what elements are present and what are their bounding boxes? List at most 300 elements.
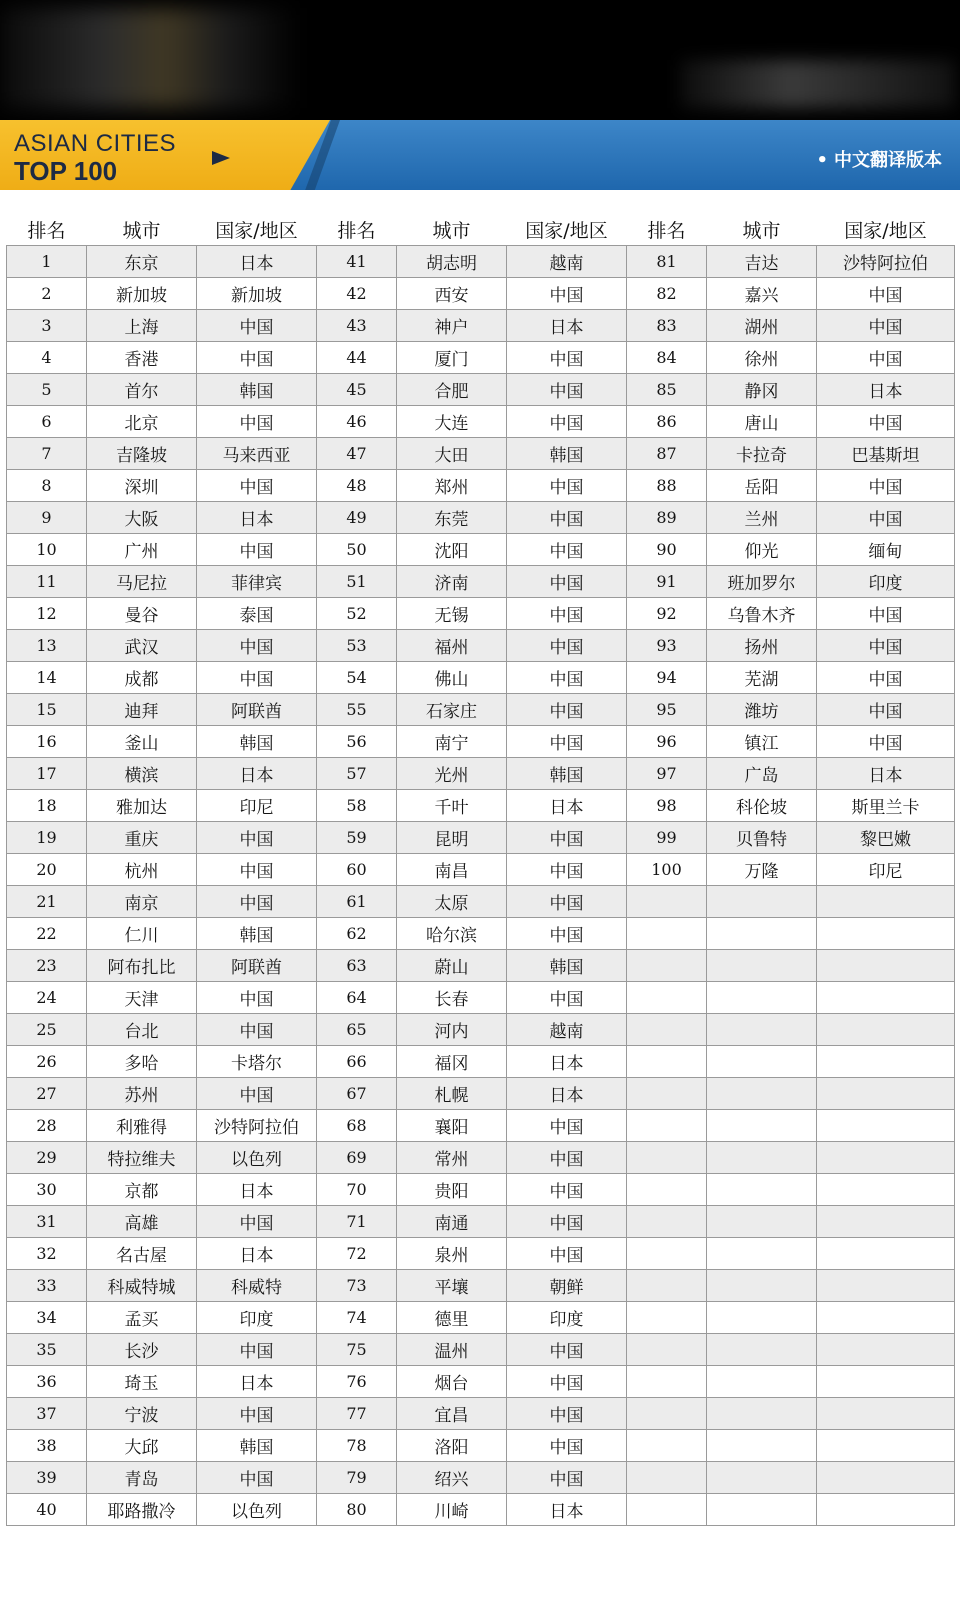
country-cell: 日本 — [197, 1174, 317, 1206]
city-cell: 平壤 — [397, 1270, 507, 1302]
country-cell: 中国 — [507, 630, 627, 662]
country-cell — [817, 1430, 955, 1462]
country-cell — [817, 1270, 955, 1302]
city-cell: 长沙 — [87, 1334, 197, 1366]
city-cell: 科伦坡 — [707, 790, 817, 822]
country-cell: 印度 — [507, 1302, 627, 1334]
city-cell: 石家庄 — [397, 694, 507, 726]
city-cell: 马尼拉 — [87, 566, 197, 598]
rank-cell: 39 — [7, 1462, 87, 1494]
rank-cell: 90 — [627, 534, 707, 566]
table-row — [7, 278, 955, 310]
rank-cell: 68 — [317, 1110, 397, 1142]
country-cell — [817, 950, 955, 982]
country-cell: 中国 — [507, 694, 627, 726]
city-cell — [707, 1238, 817, 1270]
city-cell: 绍兴 — [397, 1462, 507, 1494]
rank-cell: 53 — [317, 630, 397, 662]
country-cell: 中国 — [507, 1206, 627, 1238]
table-row — [7, 502, 955, 534]
country-cell — [817, 1078, 955, 1110]
country-cell: 中国 — [507, 598, 627, 630]
city-cell: 上海 — [87, 310, 197, 342]
city-cell: 宁波 — [87, 1398, 197, 1430]
table-row — [7, 1462, 955, 1494]
chinese-version-text: 中文翻译版本 — [834, 150, 942, 171]
city-cell: 南宁 — [397, 726, 507, 758]
rank-cell: 21 — [7, 886, 87, 918]
rank-cell: 42 — [317, 278, 397, 310]
city-cell: 乌鲁木齐 — [707, 598, 817, 630]
country-cell: 韩国 — [507, 950, 627, 982]
rank-cell — [627, 982, 707, 1014]
table-row — [7, 1334, 955, 1366]
city-cell: 南昌 — [397, 854, 507, 886]
city-cell: 长春 — [397, 982, 507, 1014]
city-cell: 徐州 — [707, 342, 817, 374]
rank-cell — [627, 886, 707, 918]
city-cell: 南京 — [87, 886, 197, 918]
city-cell: 太原 — [397, 886, 507, 918]
country-cell: 菲律宾 — [197, 566, 317, 598]
table-row — [7, 1270, 955, 1302]
rank-cell: 35 — [7, 1334, 87, 1366]
country-cell — [817, 1142, 955, 1174]
rank-cell: 50 — [317, 534, 397, 566]
city-cell: 蔚山 — [397, 950, 507, 982]
country-cell: 中国 — [197, 854, 317, 886]
country-cell: 中国 — [817, 598, 955, 630]
country-cell: 缅甸 — [817, 534, 955, 566]
country-cell: 中国 — [507, 854, 627, 886]
rank-cell: 65 — [317, 1014, 397, 1046]
city-cell: 福州 — [397, 630, 507, 662]
rank-cell: 94 — [627, 662, 707, 694]
city-cell: 武汉 — [87, 630, 197, 662]
country-cell — [817, 1302, 955, 1334]
country-cell: 以色列 — [197, 1142, 317, 1174]
city-cell — [707, 1110, 817, 1142]
city-cell: 西安 — [397, 278, 507, 310]
table-row — [7, 1366, 955, 1398]
rank-cell: 19 — [7, 822, 87, 854]
country-cell — [817, 1462, 955, 1494]
country-cell: 日本 — [507, 310, 627, 342]
city-cell — [707, 1430, 817, 1462]
country-cell: 中国 — [197, 534, 317, 566]
country-cell: 日本 — [197, 246, 317, 278]
city-cell: 吉隆坡 — [87, 438, 197, 470]
city-cell: 河内 — [397, 1014, 507, 1046]
city-cell — [707, 1334, 817, 1366]
country-cell: 日本 — [197, 1366, 317, 1398]
city-cell: 兰州 — [707, 502, 817, 534]
city-cell: 厦门 — [397, 342, 507, 374]
city-cell — [707, 1398, 817, 1430]
blurred-caption-area — [680, 60, 955, 108]
city-cell: 唐山 — [707, 406, 817, 438]
table-row — [7, 1174, 955, 1206]
city-cell: 横滨 — [87, 758, 197, 790]
column-header: 排名 — [27, 219, 66, 242]
city-cell: 首尔 — [87, 374, 197, 406]
city-cell — [707, 950, 817, 982]
rank-cell: 84 — [627, 342, 707, 374]
country-cell: 中国 — [197, 1462, 317, 1494]
city-cell — [707, 1494, 817, 1526]
column-header: 国家/地区 — [215, 219, 298, 242]
city-cell: 科威特城 — [87, 1270, 197, 1302]
blurred-logo-area — [0, 8, 300, 108]
country-cell: 阿联酋 — [197, 694, 317, 726]
country-cell: 越南 — [507, 246, 627, 278]
table-row — [7, 1494, 955, 1526]
country-cell: 中国 — [197, 1014, 317, 1046]
table-row — [7, 662, 955, 694]
country-cell: 中国 — [507, 1238, 627, 1270]
country-cell: 朝鲜 — [507, 1270, 627, 1302]
country-cell: 中国 — [197, 982, 317, 1014]
country-cell: 中国 — [507, 918, 627, 950]
rank-cell: 12 — [7, 598, 87, 630]
city-cell: 湖州 — [707, 310, 817, 342]
city-cell: 广岛 — [707, 758, 817, 790]
country-cell — [817, 1174, 955, 1206]
rank-cell: 64 — [317, 982, 397, 1014]
top-black-bar — [0, 0, 960, 120]
rank-cell: 51 — [317, 566, 397, 598]
city-cell: 佛山 — [397, 662, 507, 694]
country-cell: 韩国 — [197, 726, 317, 758]
country-cell: 中国 — [197, 1334, 317, 1366]
country-cell: 中国 — [817, 342, 955, 374]
country-cell: 沙特阿拉伯 — [817, 246, 955, 278]
country-cell — [817, 1494, 955, 1526]
city-cell: 扬州 — [707, 630, 817, 662]
country-cell — [817, 1238, 955, 1270]
country-cell: 中国 — [197, 470, 317, 502]
country-cell: 韩国 — [507, 758, 627, 790]
city-cell — [707, 982, 817, 1014]
city-cell — [707, 1270, 817, 1302]
country-cell: 日本 — [507, 790, 627, 822]
city-cell: 昆明 — [397, 822, 507, 854]
table-row — [7, 1238, 955, 1270]
rank-cell: 27 — [7, 1078, 87, 1110]
rank-cell — [627, 1078, 707, 1110]
city-cell: 潍坊 — [707, 694, 817, 726]
rank-cell: 71 — [317, 1206, 397, 1238]
country-cell: 韩国 — [507, 438, 627, 470]
country-cell: 越南 — [507, 1014, 627, 1046]
rank-cell: 43 — [317, 310, 397, 342]
city-cell: 耶路撒冷 — [87, 1494, 197, 1526]
rank-cell: 28 — [7, 1110, 87, 1142]
rank-cell: 92 — [627, 598, 707, 630]
city-cell: 特拉维夫 — [87, 1142, 197, 1174]
city-cell: 天津 — [87, 982, 197, 1014]
country-cell: 印度 — [197, 1302, 317, 1334]
country-cell: 中国 — [817, 630, 955, 662]
country-cell — [817, 1014, 955, 1046]
chinese-version-label — [816, 146, 942, 172]
rank-cell: 46 — [317, 406, 397, 438]
city-cell: 大田 — [397, 438, 507, 470]
country-cell: 中国 — [817, 470, 955, 502]
country-cell: 中国 — [507, 1142, 627, 1174]
rank-cell: 69 — [317, 1142, 397, 1174]
country-cell: 泰国 — [197, 598, 317, 630]
city-cell: 宜昌 — [397, 1398, 507, 1430]
city-cell: 吉达 — [707, 246, 817, 278]
city-cell: 合肥 — [397, 374, 507, 406]
city-cell: 札幌 — [397, 1078, 507, 1110]
rank-cell — [627, 1142, 707, 1174]
country-cell: 中国 — [507, 502, 627, 534]
country-cell: 韩国 — [197, 1430, 317, 1462]
country-cell: 中国 — [197, 1206, 317, 1238]
city-cell: 曼谷 — [87, 598, 197, 630]
rank-cell — [627, 1046, 707, 1078]
table-row — [7, 1078, 955, 1110]
rank-cell: 16 — [7, 726, 87, 758]
city-cell — [707, 1078, 817, 1110]
rank-cell: 86 — [627, 406, 707, 438]
country-cell: 新加坡 — [197, 278, 317, 310]
city-cell: 北京 — [87, 406, 197, 438]
city-cell: 深圳 — [87, 470, 197, 502]
table-row — [7, 1046, 955, 1078]
table-row — [7, 758, 955, 790]
rank-cell: 74 — [317, 1302, 397, 1334]
city-cell: 釜山 — [87, 726, 197, 758]
country-cell: 中国 — [817, 406, 955, 438]
rank-cell — [627, 1366, 707, 1398]
country-cell: 黎巴嫩 — [817, 822, 955, 854]
city-cell: 胡志明 — [397, 246, 507, 278]
rank-cell: 32 — [7, 1238, 87, 1270]
rank-cell — [627, 1302, 707, 1334]
rank-cell: 78 — [317, 1430, 397, 1462]
city-cell: 孟买 — [87, 1302, 197, 1334]
country-cell: 中国 — [507, 406, 627, 438]
country-cell: 中国 — [507, 822, 627, 854]
rank-cell: 3 — [7, 310, 87, 342]
rank-cell: 25 — [7, 1014, 87, 1046]
table-row — [7, 1142, 955, 1174]
column-header: 城市 — [432, 219, 471, 242]
rank-cell: 58 — [317, 790, 397, 822]
country-cell: 中国 — [507, 726, 627, 758]
rank-cell: 100 — [627, 854, 707, 886]
country-cell: 中国 — [507, 534, 627, 566]
city-cell: 岳阳 — [707, 470, 817, 502]
city-cell: 镇江 — [707, 726, 817, 758]
rank-cell: 15 — [7, 694, 87, 726]
city-cell: 京都 — [87, 1174, 197, 1206]
city-cell: 沈阳 — [397, 534, 507, 566]
rank-cell: 77 — [317, 1398, 397, 1430]
table-row — [7, 822, 955, 854]
rank-cell — [627, 1110, 707, 1142]
city-cell: 泉州 — [397, 1238, 507, 1270]
country-cell: 日本 — [507, 1046, 627, 1078]
city-cell — [707, 918, 817, 950]
city-cell: 襄阳 — [397, 1110, 507, 1142]
country-cell: 日本 — [817, 758, 955, 790]
rank-cell — [627, 1206, 707, 1238]
city-cell: 福冈 — [397, 1046, 507, 1078]
rank-cell: 40 — [7, 1494, 87, 1526]
ranking-table — [6, 213, 955, 1526]
table-row — [7, 246, 955, 278]
rank-cell: 10 — [7, 534, 87, 566]
rank-cell: 80 — [317, 1494, 397, 1526]
country-cell: 韩国 — [197, 918, 317, 950]
bullet-icon: • — [816, 150, 828, 171]
country-cell: 斯里兰卡 — [817, 790, 955, 822]
rank-cell: 91 — [627, 566, 707, 598]
rank-cell: 67 — [317, 1078, 397, 1110]
country-cell: 中国 — [507, 374, 627, 406]
rank-cell: 22 — [7, 918, 87, 950]
country-cell — [817, 1110, 955, 1142]
rank-cell: 76 — [317, 1366, 397, 1398]
table-row — [7, 790, 955, 822]
table-row — [7, 310, 955, 342]
table-row — [7, 470, 955, 502]
country-cell: 巴基斯坦 — [817, 438, 955, 470]
rank-cell: 59 — [317, 822, 397, 854]
country-cell: 中国 — [197, 406, 317, 438]
country-cell — [817, 1334, 955, 1366]
rank-cell: 13 — [7, 630, 87, 662]
country-cell: 日本 — [197, 502, 317, 534]
rank-cell: 9 — [7, 502, 87, 534]
country-cell: 中国 — [507, 1174, 627, 1206]
rank-cell: 55 — [317, 694, 397, 726]
country-cell: 中国 — [507, 1110, 627, 1142]
city-cell: 青岛 — [87, 1462, 197, 1494]
city-cell — [707, 1302, 817, 1334]
table-row — [7, 598, 955, 630]
city-cell: 利雅得 — [87, 1110, 197, 1142]
country-cell: 中国 — [507, 1462, 627, 1494]
city-cell: 成都 — [87, 662, 197, 694]
table-row — [7, 534, 955, 566]
city-cell: 高雄 — [87, 1206, 197, 1238]
rank-cell: 37 — [7, 1398, 87, 1430]
table-row — [7, 342, 955, 374]
country-cell: 中国 — [507, 1430, 627, 1462]
table-row — [7, 886, 955, 918]
city-cell: 南通 — [397, 1206, 507, 1238]
rank-cell: 7 — [7, 438, 87, 470]
country-cell: 中国 — [507, 886, 627, 918]
column-header: 国家/地区 — [844, 219, 927, 242]
country-cell: 中国 — [507, 1366, 627, 1398]
country-cell: 中国 — [197, 342, 317, 374]
country-cell: 印度 — [817, 566, 955, 598]
city-cell: 千叶 — [397, 790, 507, 822]
rank-cell: 4 — [7, 342, 87, 374]
city-cell: 东莞 — [397, 502, 507, 534]
country-cell: 中国 — [817, 278, 955, 310]
city-cell: 温州 — [397, 1334, 507, 1366]
country-cell: 日本 — [197, 1238, 317, 1270]
table-row — [7, 982, 955, 1014]
country-cell: 中国 — [197, 310, 317, 342]
rank-cell: 52 — [317, 598, 397, 630]
city-cell — [707, 1142, 817, 1174]
rank-cell: 63 — [317, 950, 397, 982]
table-row — [7, 374, 955, 406]
rank-cell: 89 — [627, 502, 707, 534]
country-cell: 中国 — [507, 342, 627, 374]
city-cell — [707, 1366, 817, 1398]
country-cell — [817, 1046, 955, 1078]
table-row — [7, 854, 955, 886]
rank-cell: 2 — [7, 278, 87, 310]
country-cell: 印尼 — [817, 854, 955, 886]
rank-cell: 54 — [317, 662, 397, 694]
country-cell: 中国 — [197, 822, 317, 854]
country-cell: 日本 — [197, 758, 317, 790]
rank-cell: 18 — [7, 790, 87, 822]
city-cell: 重庆 — [87, 822, 197, 854]
column-header: 国家/地区 — [525, 219, 608, 242]
rank-cell: 8 — [7, 470, 87, 502]
rank-cell: 99 — [627, 822, 707, 854]
table-row — [7, 694, 955, 726]
country-cell: 中国 — [507, 662, 627, 694]
rank-cell: 30 — [7, 1174, 87, 1206]
city-cell: 迪拜 — [87, 694, 197, 726]
city-cell: 无锡 — [397, 598, 507, 630]
table-body — [7, 246, 955, 1526]
city-cell: 贵阳 — [397, 1174, 507, 1206]
rank-cell: 33 — [7, 1270, 87, 1302]
rank-cell: 47 — [317, 438, 397, 470]
country-cell: 中国 — [197, 1398, 317, 1430]
city-cell: 阿布扎比 — [87, 950, 197, 982]
rank-cell: 38 — [7, 1430, 87, 1462]
table-header-row — [7, 213, 955, 246]
table-row — [7, 1398, 955, 1430]
banner-title-line2: TOP 100 — [14, 156, 118, 186]
country-cell: 科威特 — [197, 1270, 317, 1302]
table-row — [7, 726, 955, 758]
country-cell — [817, 918, 955, 950]
country-cell: 马来西亚 — [197, 438, 317, 470]
rank-cell: 95 — [627, 694, 707, 726]
rank-cell: 23 — [7, 950, 87, 982]
banner-title-line1: ASIAN CITIES — [14, 130, 177, 157]
rank-cell: 98 — [627, 790, 707, 822]
rank-cell: 83 — [627, 310, 707, 342]
country-cell: 中国 — [507, 566, 627, 598]
city-cell: 多哈 — [87, 1046, 197, 1078]
rank-cell: 31 — [7, 1206, 87, 1238]
title-banner — [0, 120, 960, 190]
city-cell: 常州 — [397, 1142, 507, 1174]
rank-cell: 72 — [317, 1238, 397, 1270]
rank-cell: 24 — [7, 982, 87, 1014]
city-cell — [707, 1462, 817, 1494]
rank-cell: 17 — [7, 758, 87, 790]
city-cell — [707, 1046, 817, 1078]
country-cell: 中国 — [817, 502, 955, 534]
